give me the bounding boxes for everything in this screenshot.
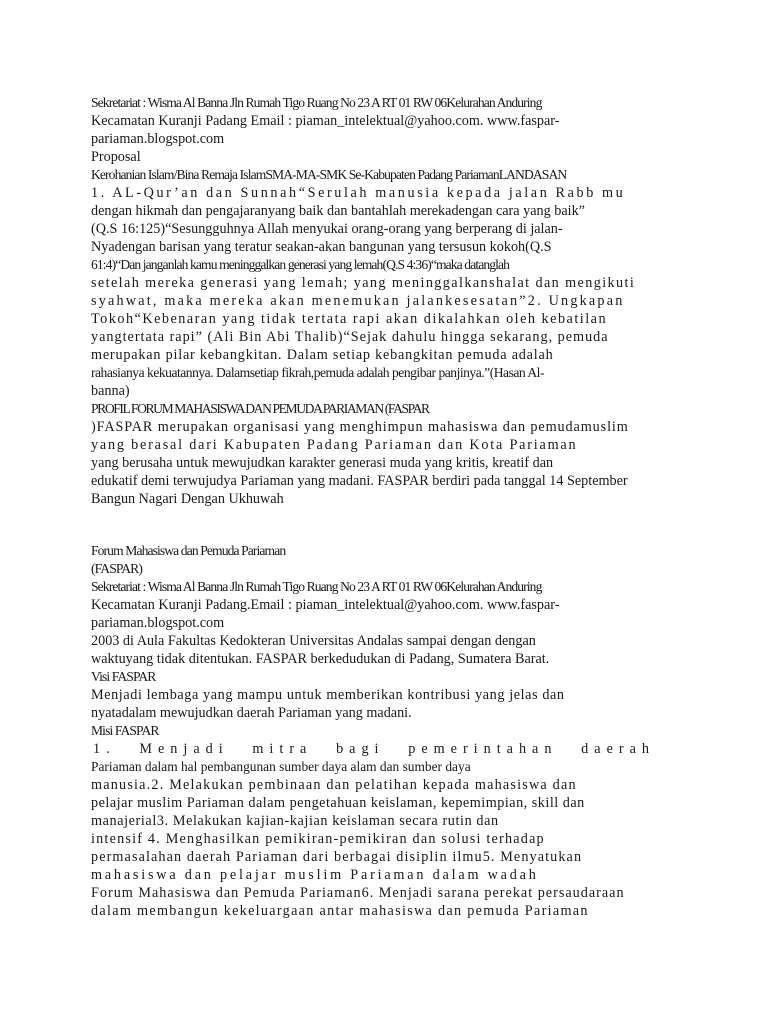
email-line: Kecamatan Kuranji Padang Email : piaman_intelektual@yahoo.com. www.faspar- <box>91 113 560 129</box>
mission-line: dalam membangun kekeluargaan antar mahasiswa dan pemuda Pariaman <box>91 903 589 919</box>
body-line: 2003 di Aula Fakultas Kedokteran Universitas Andalas sampai dengan dengan <box>91 633 536 649</box>
body-line: merupakan pilar kebangkitan. Dalam setiap kebangkitan pemuda adalah <box>91 347 554 363</box>
body-line: setelah mereka generasi yang lemah; yang meninggalkanshalat dan mengikuti <box>91 275 636 291</box>
org-name-line: Forum Mahasiswa dan Pemuda Pariaman <box>91 543 286 558</box>
mission-line: Forum Mahasiswa dan Pemuda Pariaman6. Menjadi sarana perekat persaudaraan <box>91 885 625 901</box>
body-line: edukatif demi terwujudya Pariaman yang madani. FASPAR berdiri pada tanggal 14 September <box>91 473 628 489</box>
secretariat-address-line: Sekretariat : Wisma Al Banna Jln Rumah Tigo Ruang No 23 A RT 01 RW 06Kelurahan Anduring <box>91 579 542 594</box>
proposal-section <box>91 94 671 508</box>
mission-line: pelajar muslim Pariaman dalam pengetahuan keislaman, kepemimpian, skill dan <box>91 795 585 811</box>
secretariat-address-line: Sekretariat : Wisma Al Banna Jln Rumah Tigo Ruang No 23 A RT 01 RW 06Kelurahan Anduring <box>91 95 542 110</box>
vision-text: nyatadalam mewujudkan daerah Pariaman yang madani. <box>91 705 412 721</box>
body-line: yang berusaha untuk mewujudkan karakter generasi muda yang kritis, kreatif dan <box>91 455 554 471</box>
body-line: yangtertata rapi” (Ali Bin Abi Thalib)“Sejak dahulu hingga sekarang, pemuda <box>91 329 609 345</box>
body-line: (Q.S 16:125)“Sesungguhnya Allah menyukai orang-orang yang berperang di jalan- <box>91 221 563 237</box>
mission-line: manusia.2. Melakukan pembinaan dan pelatihan kepada mahasiswa dan <box>91 777 577 793</box>
org-abbrev-line: (FASPAR) <box>91 561 142 576</box>
mission-line: mahasiswa dan pelajar muslim Pariaman dalam wadah <box>91 867 539 883</box>
body-line: Nyadengan barisan yang teratur seakan-akan bangunan yang tersusun kokoh(Q.S <box>91 239 552 255</box>
profile-heading: PROFIL FORUM MAHASISWA DAN PEMUDA PARIAMAN (FASPAR <box>91 401 429 416</box>
body-line: waktuyang tidak ditentukan. FASPAR berkedudukan di Padang, Sumatera Barat. <box>91 651 550 667</box>
mission-heading: Misi FASPAR <box>91 723 159 738</box>
vision-heading: Visi FASPAR <box>91 669 156 684</box>
body-line: 61:4)“Dan janganlah kamu meninggalkan generasi yang lemah(Q.S 4:36)“maka datanglah <box>91 257 510 272</box>
mission-line: manajerial3. Melakukan kajian-kajian keislaman secara rutin dan <box>91 813 499 829</box>
mission-line: intensif 4. Menghasilkan pemikiran-pemikiran dan solusi terhadap <box>91 831 545 847</box>
title-line: Kerohanian Islam/Bina Remaja IslamSMA-MA-SMK Se-Kabupaten Padang PariamanLANDASAN <box>91 167 567 182</box>
body-line: Tokoh“Kebenaran yang tidak tertata rapi akan dikalahkan oleh kebatilan <box>91 311 608 327</box>
body-line: dengan hikmah dan pengajaranyang baik dan bantahlah merekadengan cara yang baik” <box>91 203 585 219</box>
proposal-heading: Proposal <box>91 149 141 165</box>
slogan-line: Bangun Nagari Dengan Ukhuwah <box>91 491 284 507</box>
mission-line-spaced: Pariaman dalam hal pembangunan sumber daya alam dan sumber daya <box>91 759 471 774</box>
blog-url-line: pariaman.blogspot.com <box>91 615 225 631</box>
body-line: yang berasal dari Kabupaten Padang Pariaman dan Kota Pariaman <box>91 437 578 453</box>
body-line: banna) <box>91 383 130 399</box>
body-line: )FASPAR merupakan organisasi yang menghimpun mahasiswa dan pemudamuslim <box>91 419 629 435</box>
mission-line <box>91 758 671 776</box>
body-line: 1. AL-Qur’an dan Sunnah“Serulah manusia kepada jalan Rabb mu <box>91 185 626 201</box>
vision-text: Menjadi lembaga yang mampu untuk memberikan kontribusi yang jelas dan <box>91 687 565 703</box>
mission-line: permasalahan daerah Pariaman dari berbagai disiplin ilmu5. Menyatukan <box>91 849 583 865</box>
mission-line: 1. Menjadi mitra bagi pemerintahan daerah <box>93 741 655 757</box>
faspar-section <box>91 542 671 920</box>
body-line: rahasianya kekuatannya. Dalamsetiap fikrah,pemuda adalah pengibar panjinya.”(Hasan Al- <box>91 365 544 380</box>
email-line: Kecamatan Kuranji Padang.Email : piaman_intelektual@yahoo.com. www.faspar- <box>91 597 560 613</box>
blog-url-line: pariaman.blogspot.com <box>91 131 225 147</box>
body-line: syahwat, maka mereka akan menemukan jalankesesatan”2. Ungkapan <box>91 293 625 309</box>
